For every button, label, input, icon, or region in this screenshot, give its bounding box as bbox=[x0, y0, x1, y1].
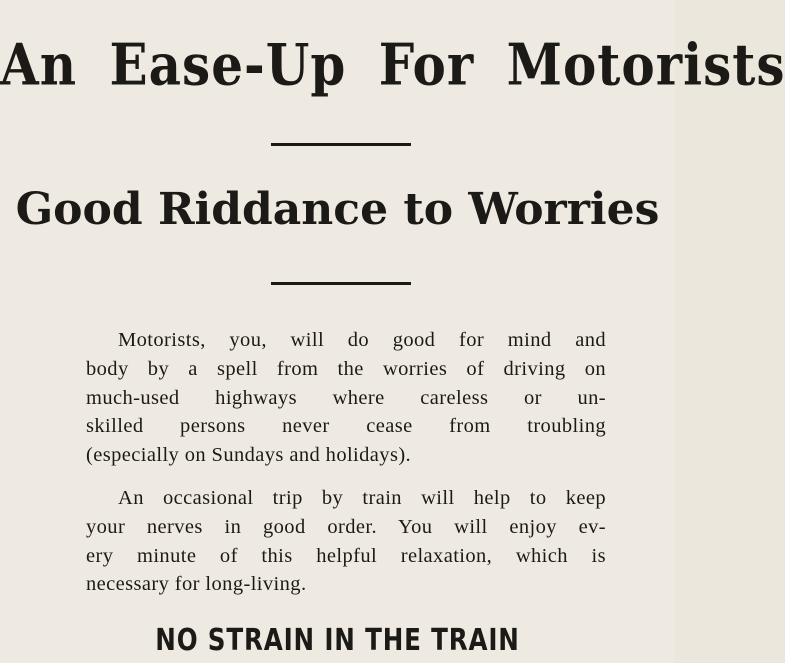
body-paragraph-2 bbox=[86, 484, 606, 599]
text-line: An occasional trip by train will help to keep bbox=[118, 487, 606, 509]
slogan: NO STRAIN IN THE TRAIN bbox=[155, 623, 520, 658]
subheadline: Good Riddance to Worries bbox=[15, 184, 660, 235]
text-line: much-used highways where careless or un- bbox=[86, 386, 606, 409]
text-line: body by a spell from the worries of driving on bbox=[86, 357, 606, 380]
text-line: necessary for long-living. bbox=[86, 573, 307, 596]
headline: An Ease-Up For Motorists bbox=[0, 30, 785, 99]
text-line: skilled persons never cease from troubling bbox=[86, 415, 606, 438]
divider-rule bbox=[271, 282, 411, 285]
text-line: ery minute of this helpful relaxation, which is bbox=[86, 544, 606, 567]
body-paragraph-1 bbox=[86, 326, 606, 470]
text-line: your nerves in good order. You will enjoy ev- bbox=[86, 515, 606, 538]
divider-rule bbox=[271, 143, 411, 146]
text-line: Motorists, you, will do good for mind and bbox=[118, 329, 606, 351]
text-line: (especially on Sundays and holidays). bbox=[86, 444, 412, 467]
